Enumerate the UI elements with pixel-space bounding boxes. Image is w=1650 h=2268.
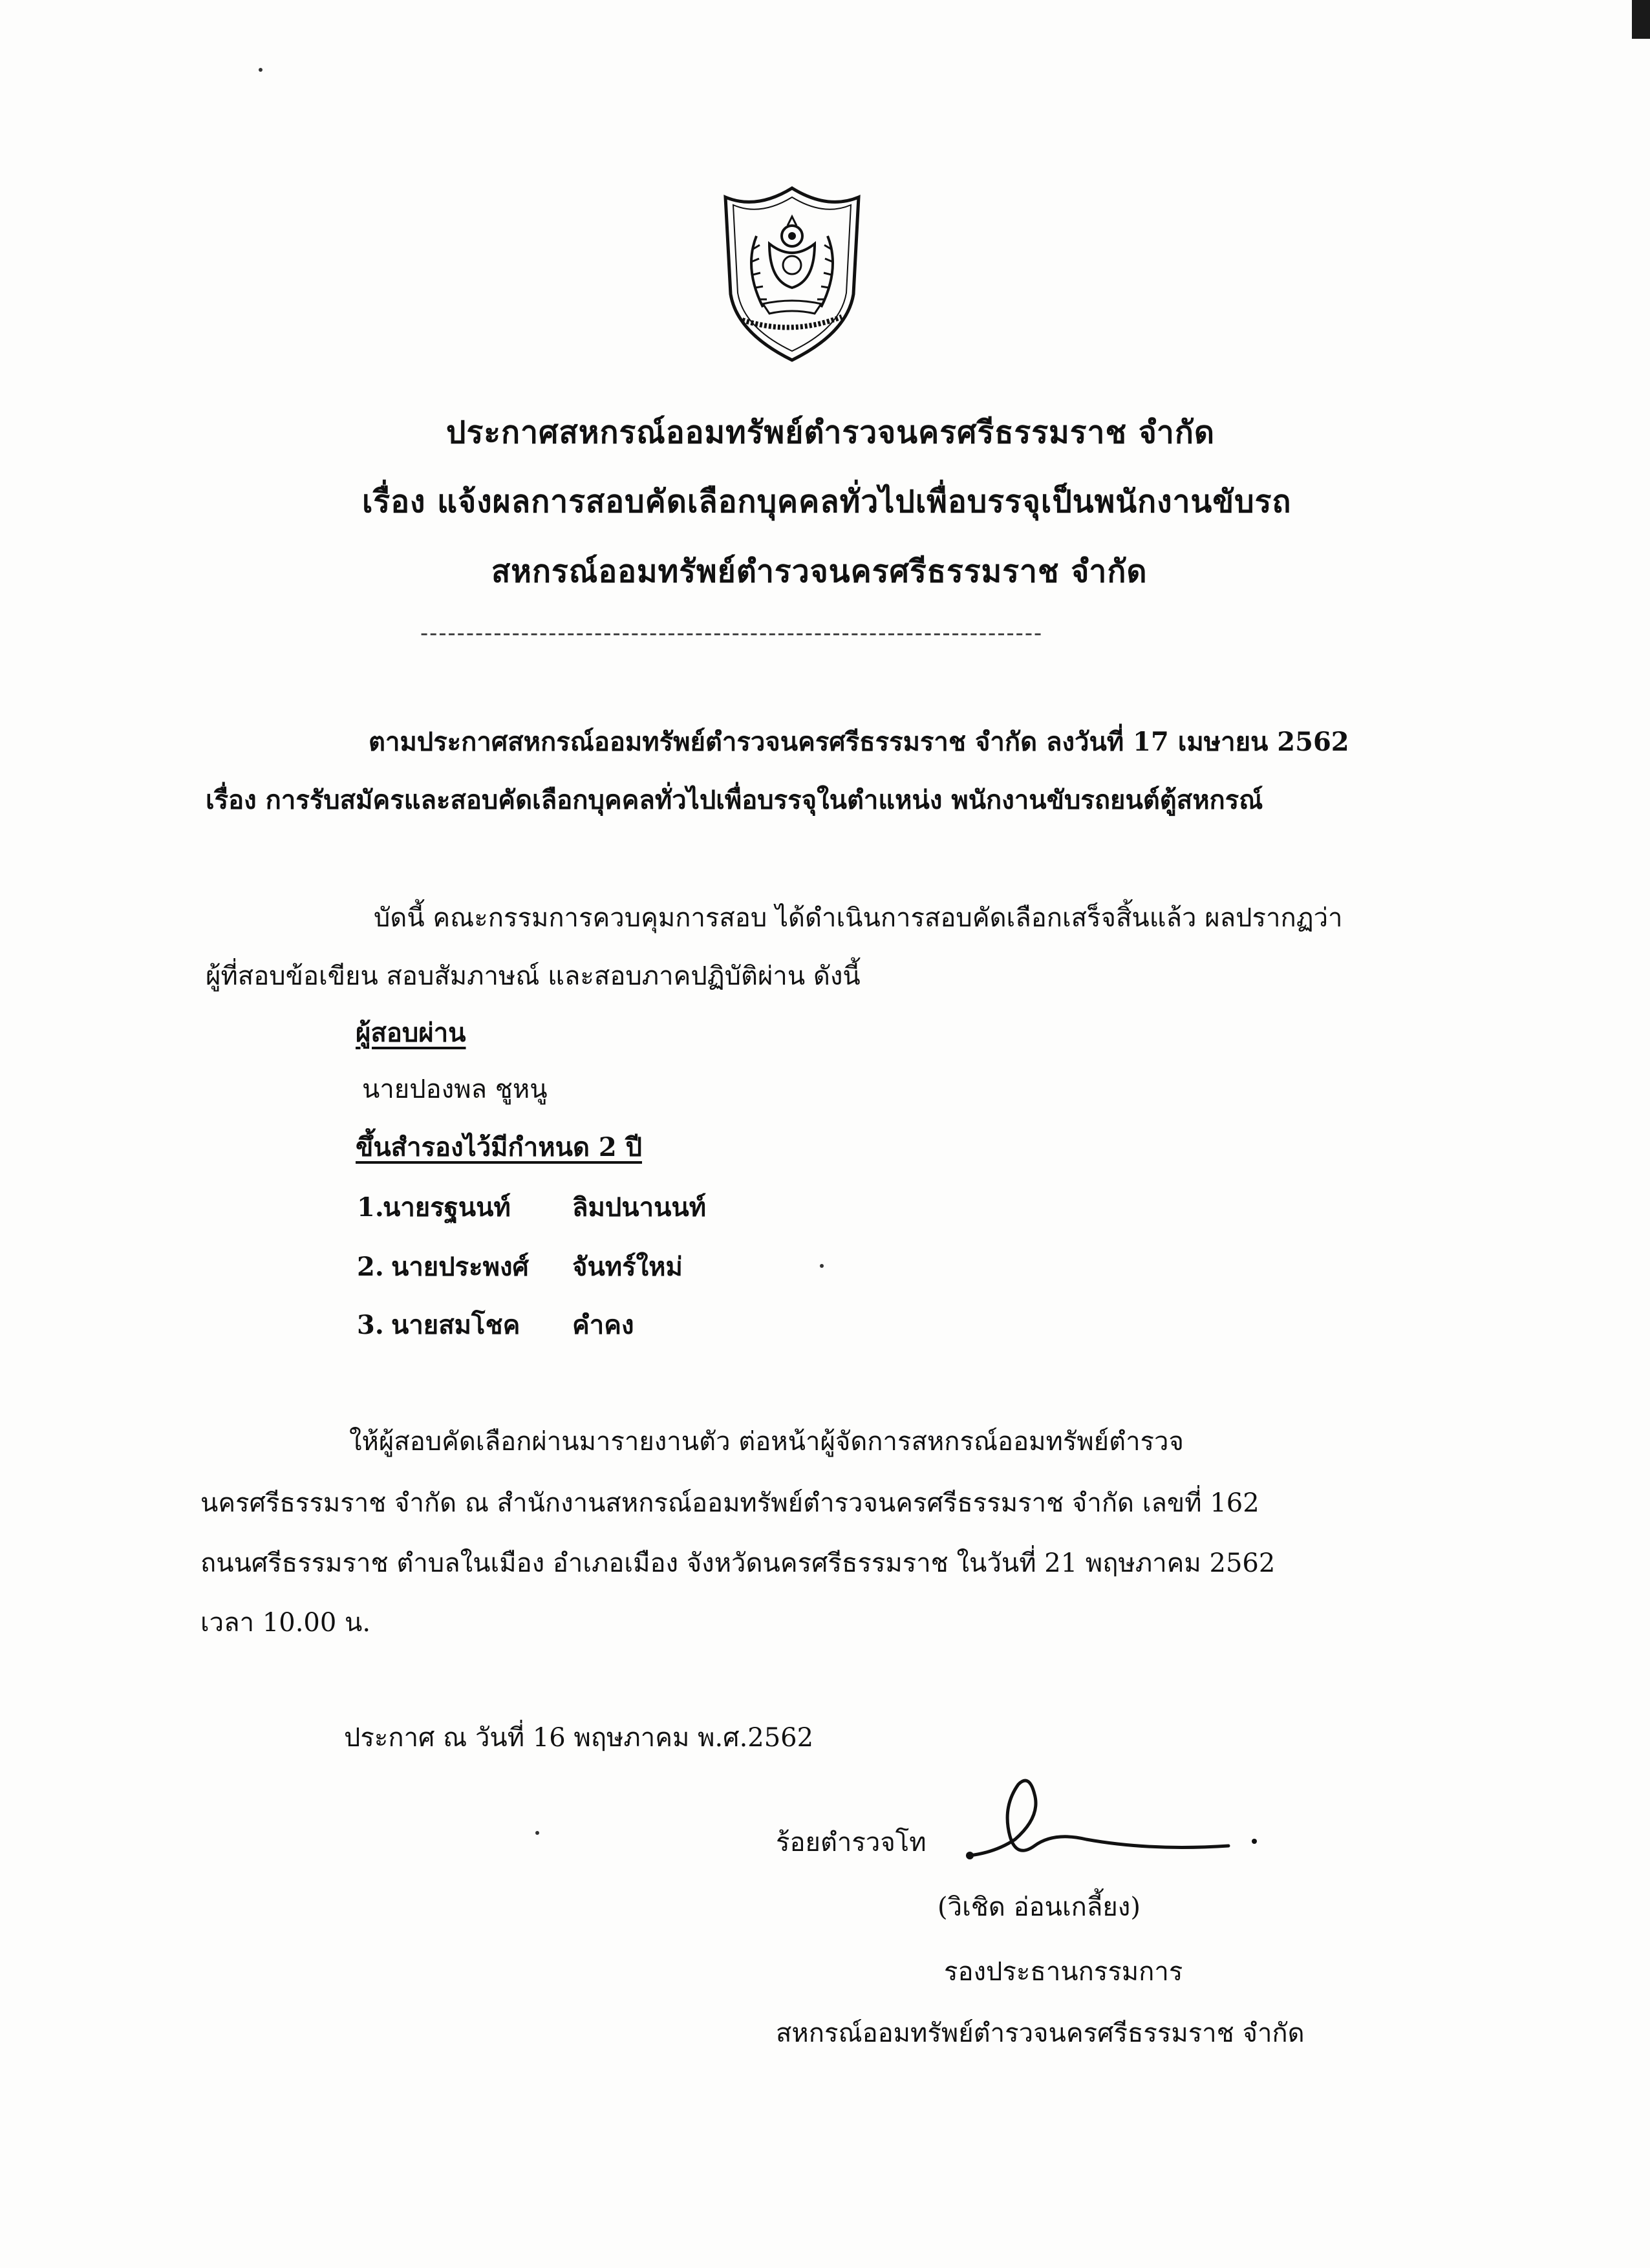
scan-speck bbox=[535, 1831, 539, 1835]
report-line-4: เวลา 10.00 น. bbox=[200, 1608, 371, 1638]
announcement-title: ประกาศสหกรณ์ออมทรัพย์ตำรวจนครศรีธรรมราช จำกัด bbox=[446, 414, 1216, 451]
scan-speck bbox=[259, 68, 262, 72]
reserve-item-last: ลิมปนานนท์ bbox=[572, 1192, 707, 1223]
announcement-subject: เรื่อง แจ้งผลการสอบคัดเลือกบุคคลทั่วไปเพื่อบรรจุเป็นพนักงานขับรถ bbox=[362, 484, 1292, 520]
report-line-3: ถนนศรีธรรมราช ตำบลในเมือง อำเภอเมือง จังหวัดนครศรีธรรมราช ในวันที่ 21 พฤษภาคม 2562 bbox=[200, 1548, 1276, 1578]
result-line-1: บัดนี้ คณะกรรมการควบคุมการสอบ ได้ดำเนินการสอบคัดเลือกเสร็จสิ้นแล้ว ผลปรากฏว่า bbox=[374, 903, 1343, 933]
signer-organization: สหกรณ์ออมทรัพย์ตำรวจนครศรีธรรมราช จำกัด bbox=[776, 2018, 1305, 2048]
report-line-2: นครศรีธรรมราช จำกัด ณ สำนักงานสหกรณ์ออมทรัพย์ตำรวจนครศรีธรรมราช จำกัด เลขที่ 162 bbox=[200, 1488, 1259, 1518]
reserve-item-no: 1. bbox=[357, 1192, 384, 1223]
handwritten-signature bbox=[957, 1755, 1280, 1865]
reserve-heading: ขึ้นสำรองไว้มีกำหนด 2 ปี bbox=[356, 1132, 642, 1162]
signer-name: (วิเชิด อ่อนเกลี้ยง) bbox=[938, 1892, 1141, 1922]
scan-speck bbox=[820, 1264, 824, 1268]
reserve-item-first: นายรฐนนท์ bbox=[383, 1192, 511, 1223]
passed-heading: ผู้สอบผ่าน bbox=[356, 1018, 466, 1048]
header-divider: -------------------------------------------------------------------- bbox=[420, 620, 1044, 647]
reserve-item-no: 2. bbox=[357, 1252, 384, 1282]
reserve-item-first: นายประพงศ์ bbox=[391, 1252, 529, 1282]
announcement-org: สหกรณ์ออมทรัพย์ตำรวจนครศรีธรรมราช จำกัด bbox=[491, 553, 1148, 590]
announcement-date: ประกาศ ณ วันที่ 16 พฤษภาคม พ.ศ.2562 bbox=[344, 1723, 814, 1753]
reference-line-1: ตามประกาศสหกรณ์ออมทรัพย์ตำรวจนครศรีธรรมราช จำกัด ลงวันที่ 17 เมษายน 2562 bbox=[369, 727, 1349, 757]
reference-line-2: เรื่อง การรับสมัครและสอบคัดเลือกบุคคลทั่วไปเพื่อบรรจุในตำแหน่ง พนักงานขับรถยนต์ตู้สหกรณ์ bbox=[206, 785, 1263, 815]
cooperative-seal-icon bbox=[718, 184, 866, 365]
passed-name: นายปองพล ชูหนู bbox=[362, 1075, 548, 1104]
report-line-1: ให้ผู้สอบคัดเลือกผ่านมารายงานตัว ต่อหน้าผู้จัดการสหกรณ์ออมทรัพย์ตำรวจ bbox=[349, 1427, 1184, 1457]
reserve-item-last: จันทร์ใหม่ bbox=[572, 1252, 683, 1282]
signer-position: รองประธานกรรมการ bbox=[944, 1957, 1183, 1987]
reserve-item-no: 3. bbox=[357, 1310, 384, 1340]
scan-edge-shadow bbox=[1632, 0, 1650, 39]
reserve-item-first: นายสมโชค bbox=[391, 1310, 520, 1340]
reserve-item-last: คำคง bbox=[572, 1310, 634, 1340]
result-line-2: ผู้ที่สอบข้อเขียน สอบสัมภาษณ์ และสอบภาคปฏิบัติผ่าน ดังนี้ bbox=[206, 961, 861, 991]
signer-rank: ร้อยตำรวจโท bbox=[776, 1828, 927, 1857]
